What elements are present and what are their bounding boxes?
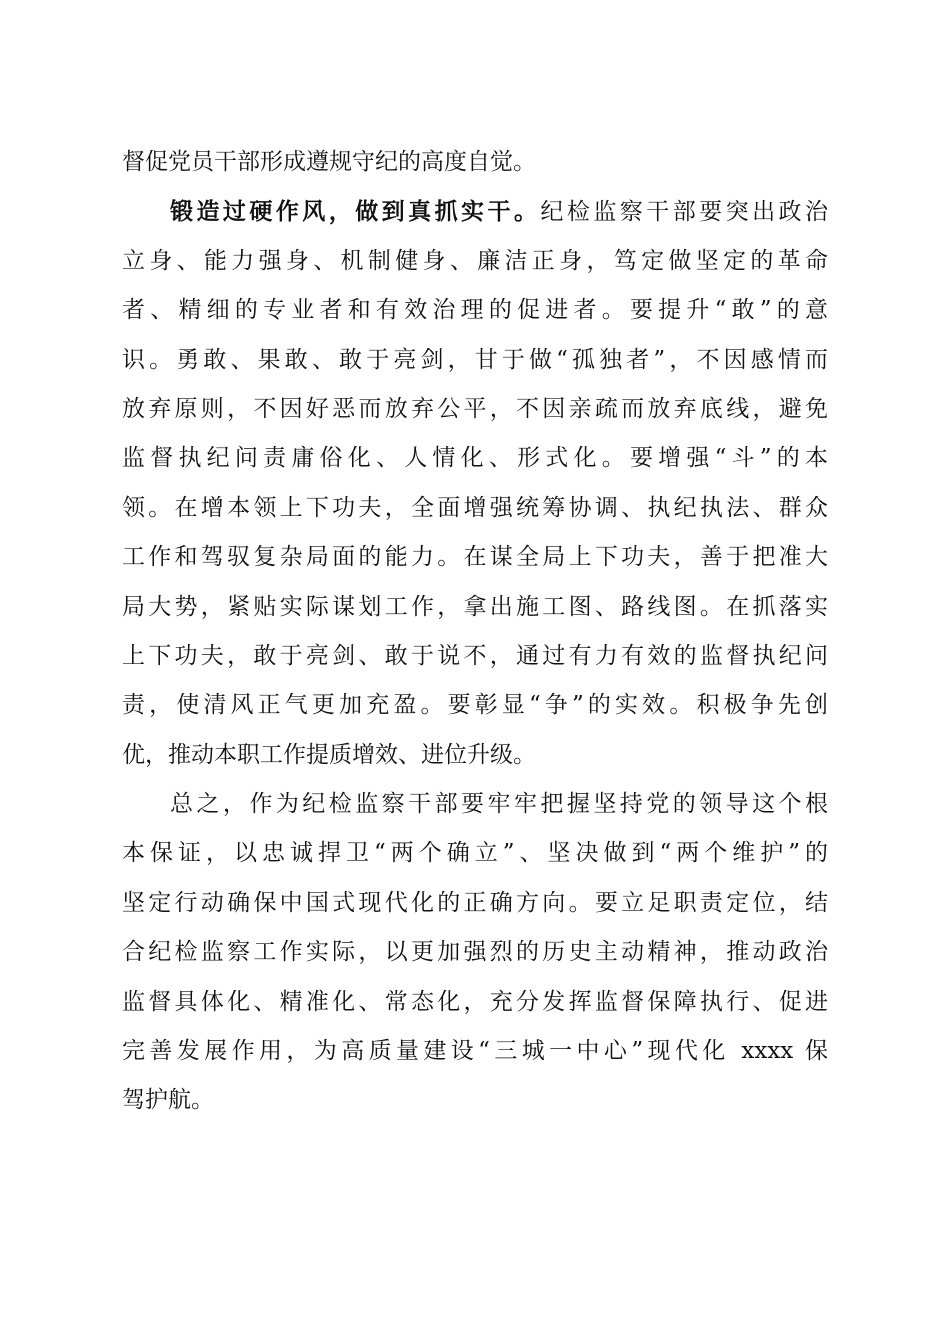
text-line: 放弃原则，不因好恶而放弃公平，不因亲疏而放弃底线，避免 (122, 395, 828, 422)
text-line: 工作和驾驭复杂局面的能力。在谋全局上下功夫，善于把准大 (122, 544, 828, 571)
text-line: 上下功夫，敢于亮剑、敢于说不，通过有力有效的监督执纪问 (122, 642, 828, 669)
text-line: 监督具体化、精准化、常态化，充分发挥监督保障执行、促进 (122, 988, 828, 1015)
paragraph-3 (122, 780, 828, 1126)
text-line: 局大势，紧贴实际谋划工作，拿出施工图、路线图。在抓落实 (122, 593, 828, 620)
text-segment: 纪检监察干部要突出政治 (540, 199, 829, 226)
text-line: 合纪检监察工作实际，以更加强烈的历史主动精神，推动政治 (122, 939, 828, 966)
text-line: 督促党员干部形成遵规守纪的高度自觉。 (122, 149, 536, 175)
text-line: 领。在增本领上下功夫，全面增强统筹协调、执纪执法、群众 (122, 494, 828, 521)
text-line: 本保证，以忠诚捍卫“两个确立”、坚决做到“两个维护”的 (122, 840, 828, 867)
text-line: 立身、能力强身、机制健身、廉洁正身，笃定做坚定的革命 (122, 247, 828, 274)
text-line: 总之，作为纪检监察干部要牢牢把握坚持党的领导这个根 (170, 791, 828, 818)
text-line: 坚定行动确保中国式现代化的正确方向。要立足职责定位，结 (122, 889, 828, 916)
text-line: 监督执纪问责庸俗化、人情化、形式化。要增强“斗”的本 (122, 445, 828, 472)
text-line: 者、精细的专业者和有效治理的促进者。要提升“敢”的意 (122, 297, 828, 324)
text-line (122, 187, 828, 236)
text-line: 责，使清风正气更加充盈。要彰显“争”的实效。积极争先创 (122, 692, 828, 719)
paragraph-1 (122, 138, 828, 187)
text-line: 优，推动本职工作提质增效、进位升级。 (122, 741, 536, 768)
paragraph-heading: 锻造过硬作风，做到真抓实干。 (170, 198, 541, 226)
document-page (122, 138, 828, 1126)
paragraph-2 (122, 187, 828, 780)
text-line: 完善发展作用，为高质量建设“三城一中心”现代化 xxxx 保 (122, 1038, 828, 1065)
text-line: 驾护航。 (122, 1087, 214, 1114)
text-line: 识。勇敢、果敢、敢于亮剑，甘于做“孤独者”，不因感情而 (122, 346, 828, 373)
